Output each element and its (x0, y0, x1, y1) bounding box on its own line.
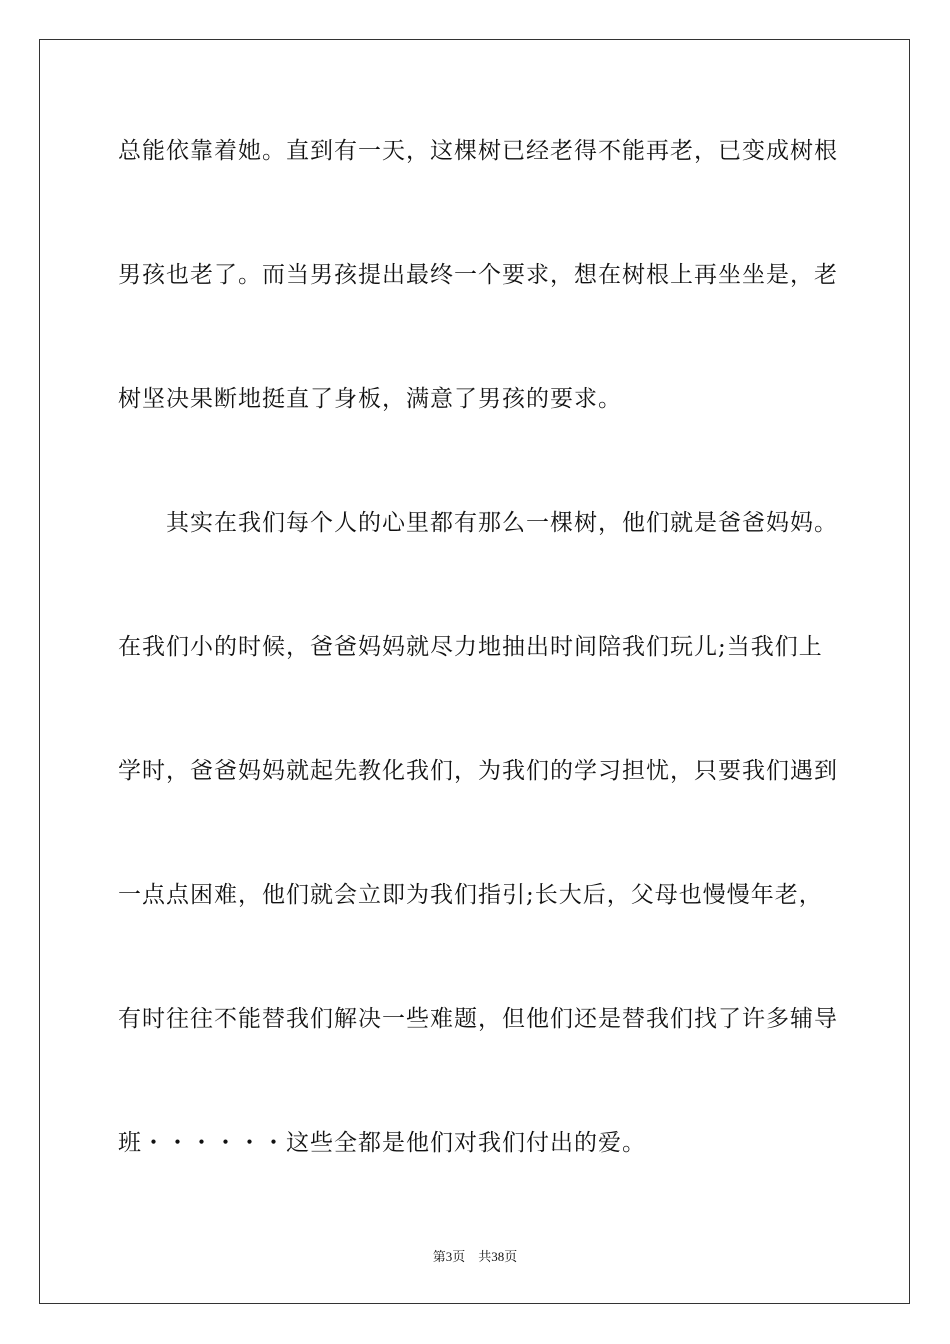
body-text-line-7: 一点点困难，他们就会立即为我们指引;长大后，父母也慢慢年老， (118, 882, 823, 908)
page-border (39, 39, 910, 1304)
body-text-line-4: 其实在我们每个人的心里都有那么一棵树，他们就是爸爸妈妈。 (118, 510, 838, 536)
body-text-line-5: 在我们小的时候，爸爸妈妈就尽力地抽出时间陪我们玩儿;当我们上 (118, 634, 823, 660)
body-text-line-9: 班・・・・・・这些全都是他们对我们付出的爱。 (118, 1130, 646, 1156)
page-number-footer: 第3页 共38页 (432, 1249, 518, 1264)
body-text-line-2: 男孩也老了。而当男孩提出最终一个要求，想在树根上再坐坐是，老 (118, 262, 838, 288)
body-text-line-3: 树坚决果断地挺直了身板，满意了男孩的要求。 (118, 386, 622, 412)
body-text-line-8: 有时往往不能替我们解决一些难题，但他们还是替我们找了许多辅导 (118, 1006, 838, 1032)
body-text-line-6: 学时，爸爸妈妈就起先教化我们，为我们的学习担忧，只要我们遇到 (118, 758, 838, 784)
body-text-line-1: 总能依靠着她。直到有一天，这棵树已经老得不能再老，已变成树根 (118, 138, 838, 164)
